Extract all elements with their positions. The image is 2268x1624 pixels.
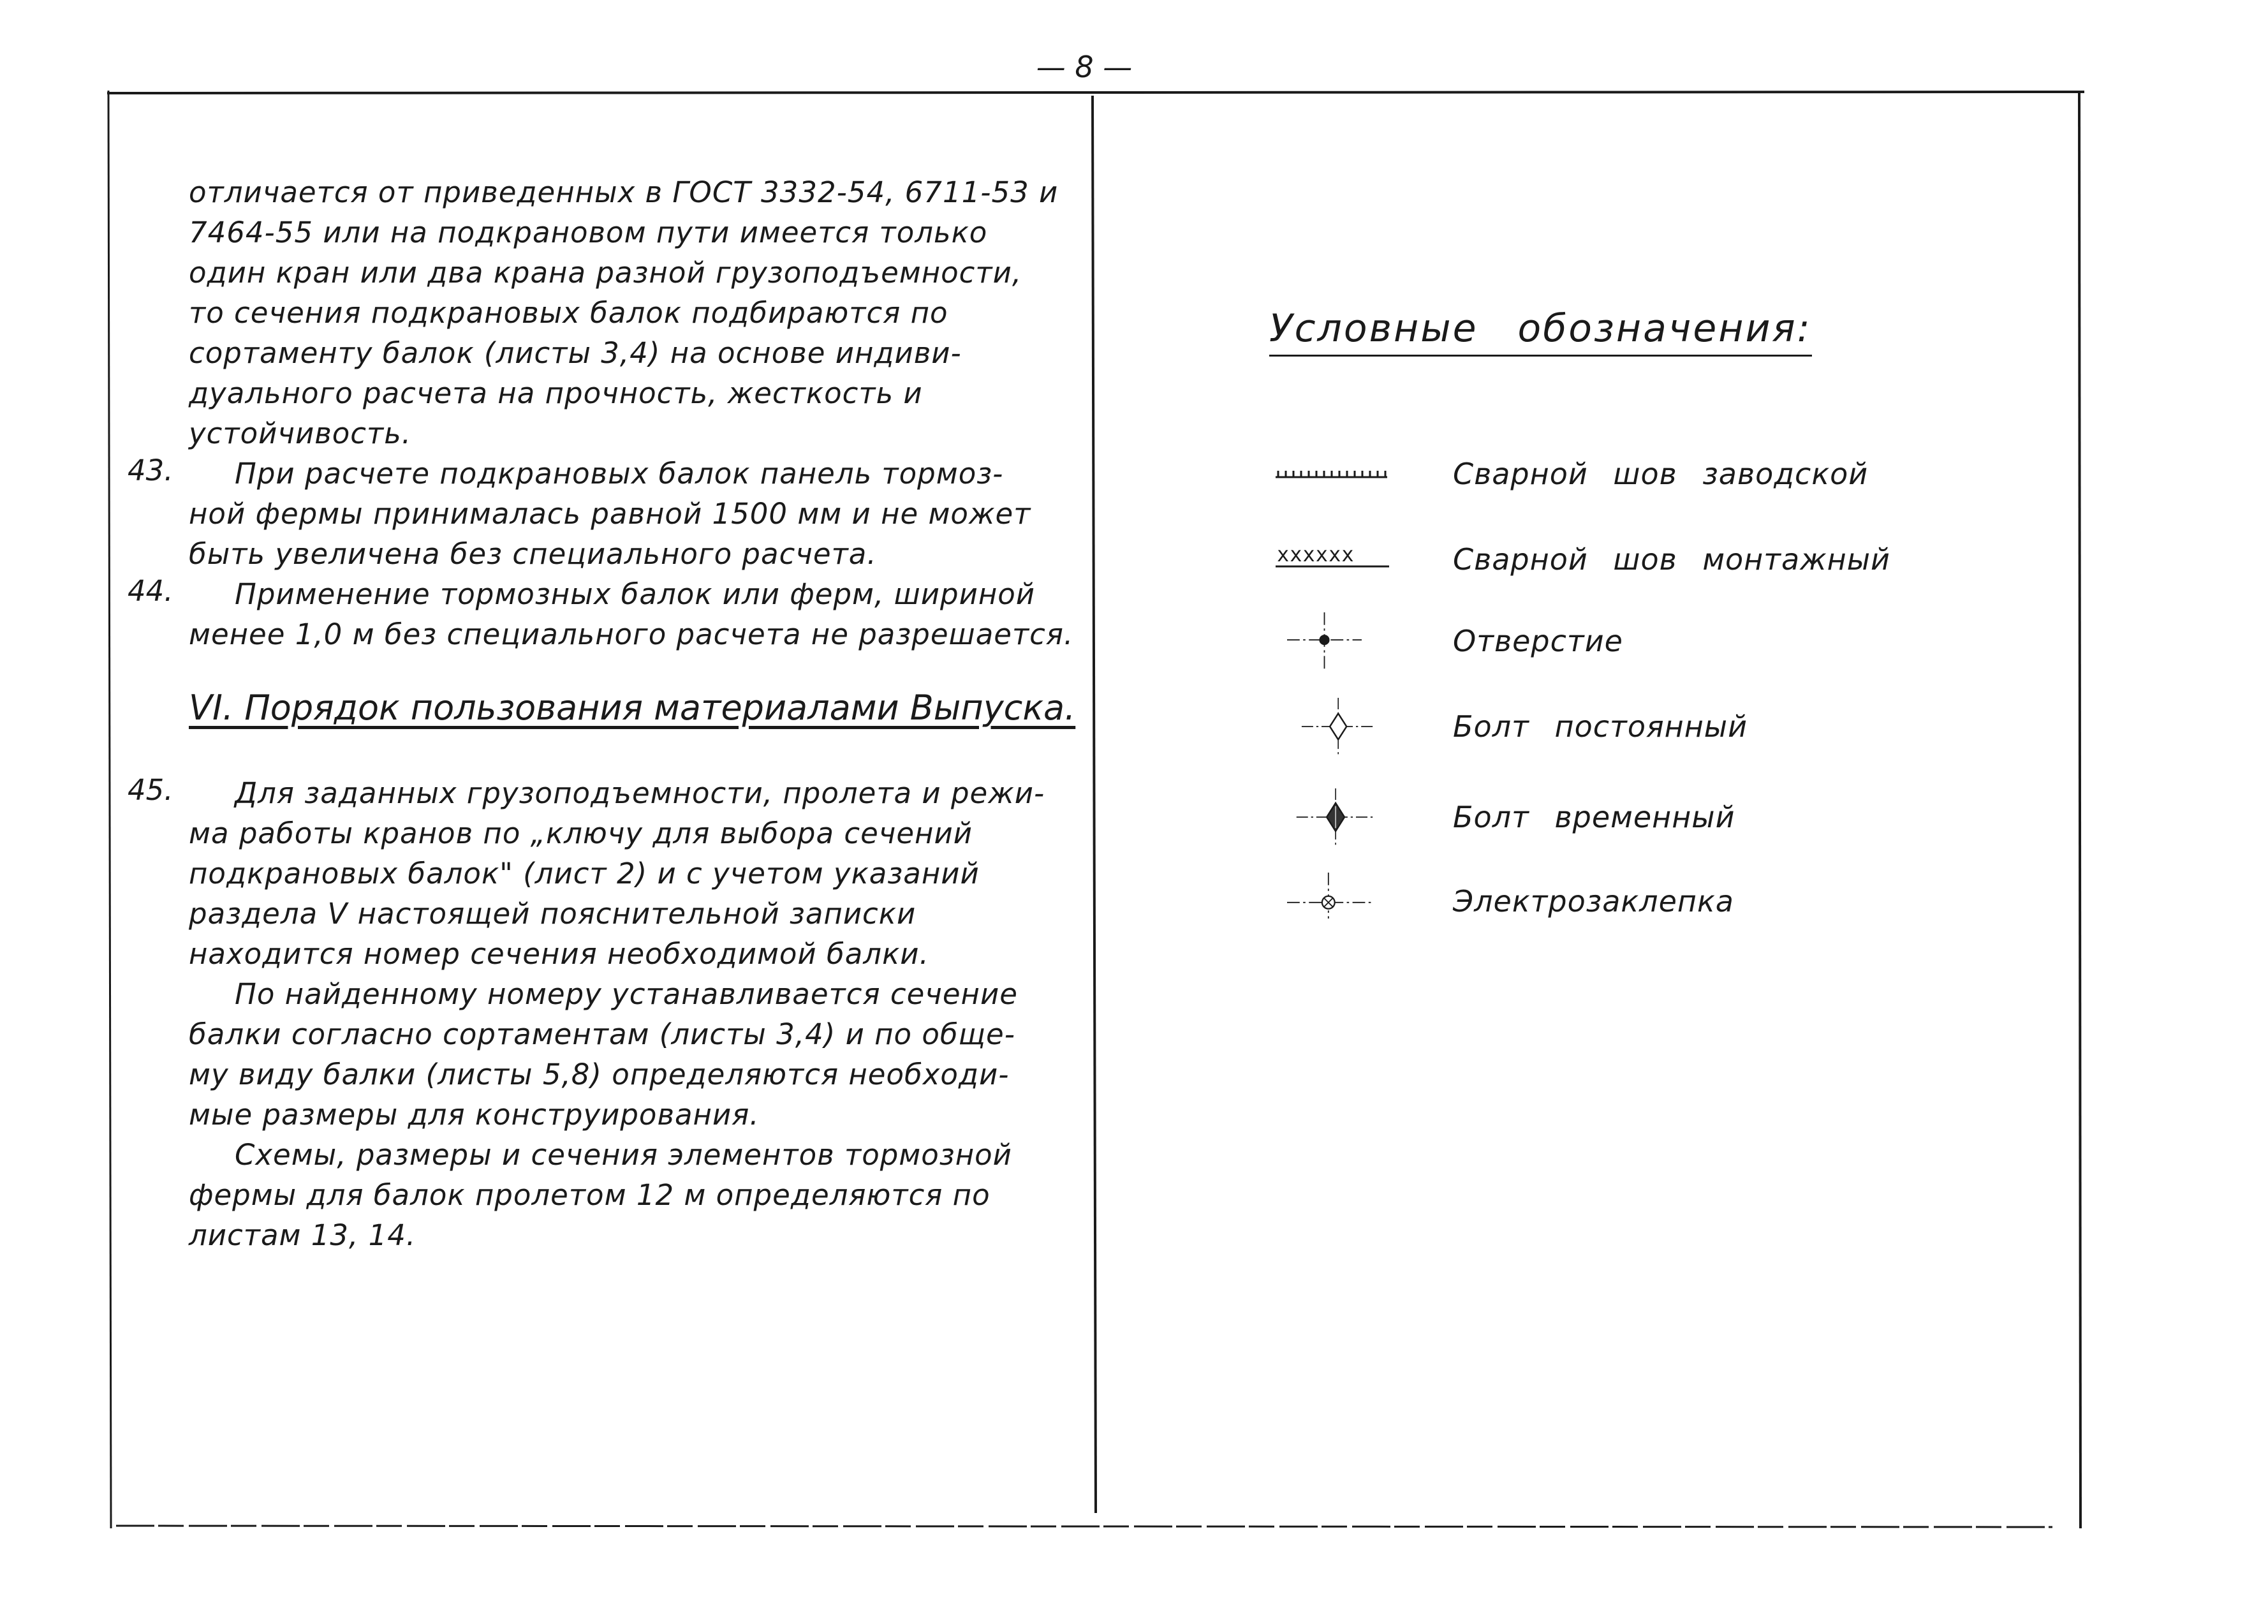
legend-label: Болт постоянный: [1453, 709, 1748, 744]
permanent-bolt-symbol-icon: [1269, 698, 1397, 755]
legend-label: Электрозаклепка: [1453, 884, 1734, 919]
text-line: раздела V настоящей пояснительной записки: [189, 897, 917, 931]
text-line: один кран или два крана разной грузоподъемности,: [189, 256, 1022, 290]
legend-item-temporary-bolt: [1269, 788, 1971, 846]
text-line: Схемы, размеры и сечения элементов тормозной: [235, 1138, 1012, 1172]
text-line: листам 13, 14.: [189, 1218, 416, 1252]
legend-item-hole: [1269, 612, 1971, 670]
legend-label: Сварной шов заводской: [1453, 457, 1869, 491]
electric-rivet-symbol-icon: [1269, 873, 1397, 930]
hole-symbol-icon: [1269, 612, 1397, 670]
text-line: мые размеры для конструирования.: [189, 1098, 760, 1132]
legend-item-permanent-bolt: [1269, 698, 1971, 755]
text-line: то сечения подкрановых балок подбираются по: [189, 296, 948, 330]
legend-label: Болт временный: [1453, 800, 1735, 834]
paragraph-number: 45.: [128, 773, 173, 807]
paragraph-43: [128, 454, 1075, 574]
legend-label: Отверстие: [1453, 624, 1623, 658]
paragraph-continued: [189, 172, 1075, 454]
paragraph-45-continued: [189, 974, 1075, 1135]
text-line: сортаменту балок (листы 3,4) на основе индиви-: [189, 336, 962, 370]
text-line: Для заданных грузоподъемности, пролета и режи-: [235, 776, 1045, 810]
text-line: устойчивость.: [189, 417, 412, 450]
text-line: 7464-55 или на подкрановом пути имеется только: [189, 216, 988, 249]
paragraph-number: 44.: [128, 574, 173, 608]
paragraph-44: [128, 574, 1075, 654]
text-line: подкрановых балок" (лист 2) и с учетом указаний: [189, 857, 980, 890]
text-line: балки согласно сортаментам (листы 3,4) и по обще-: [189, 1017, 1015, 1051]
text-line: быть увеличена без специального расчета.: [189, 537, 877, 571]
text-line: му виду балки (листы 5,8) определяются необходи-: [189, 1058, 1010, 1091]
text-line: При расчете подкрановых балок панель тормоз-: [235, 457, 1004, 491]
site-weld-symbol-icon: [1269, 531, 1397, 588]
factory-weld-symbol-icon: [1269, 445, 1397, 503]
site-weld-symbol-text: xxxxxx: [1277, 542, 1355, 566]
legend-label: Сварной шов монтажный: [1453, 542, 1890, 577]
text-line: дуального расчета на прочность, жесткость и: [189, 376, 923, 410]
legend-item-factory-weld: [1269, 445, 1971, 503]
text-line: находится номер сечения необходимой балки.: [189, 937, 929, 971]
temporary-bolt-symbol-icon: [1269, 788, 1397, 846]
paragraph-number: 43.: [128, 454, 173, 487]
legend-title: Условные обозначения:: [1269, 306, 1812, 357]
section-title: VI. Порядок пользования материалами Выпуска.: [189, 688, 1076, 728]
text-line: отличается от приведенных в ГОСТ 3332-54, 6711-53 и: [189, 175, 1059, 209]
text-line: По найденному номеру устанавливается сечение: [235, 977, 1018, 1011]
text-line: ной фермы принималась равной 1500 мм и не может: [189, 497, 1031, 531]
text-line: менее 1,0 м без специального расчета не разрешается.: [189, 617, 1074, 651]
text-line: фермы для балок пролетом 12 м определяются по: [189, 1178, 990, 1212]
page-number: — 8 —: [1036, 50, 1133, 84]
left-column: [128, 172, 1076, 1255]
paragraph-45-schemes: [189, 1135, 1075, 1255]
legend: [1269, 306, 1971, 919]
paragraph-45: [128, 773, 1075, 974]
legend-item-electric-rivet: [1269, 873, 1971, 930]
text-line: Применение тормозных балок или ферм, шириной: [235, 577, 1036, 611]
text-line: ма работы кранов по „ключу для выбора сечений: [189, 816, 973, 850]
legend-item-site-weld: [1269, 531, 1971, 588]
